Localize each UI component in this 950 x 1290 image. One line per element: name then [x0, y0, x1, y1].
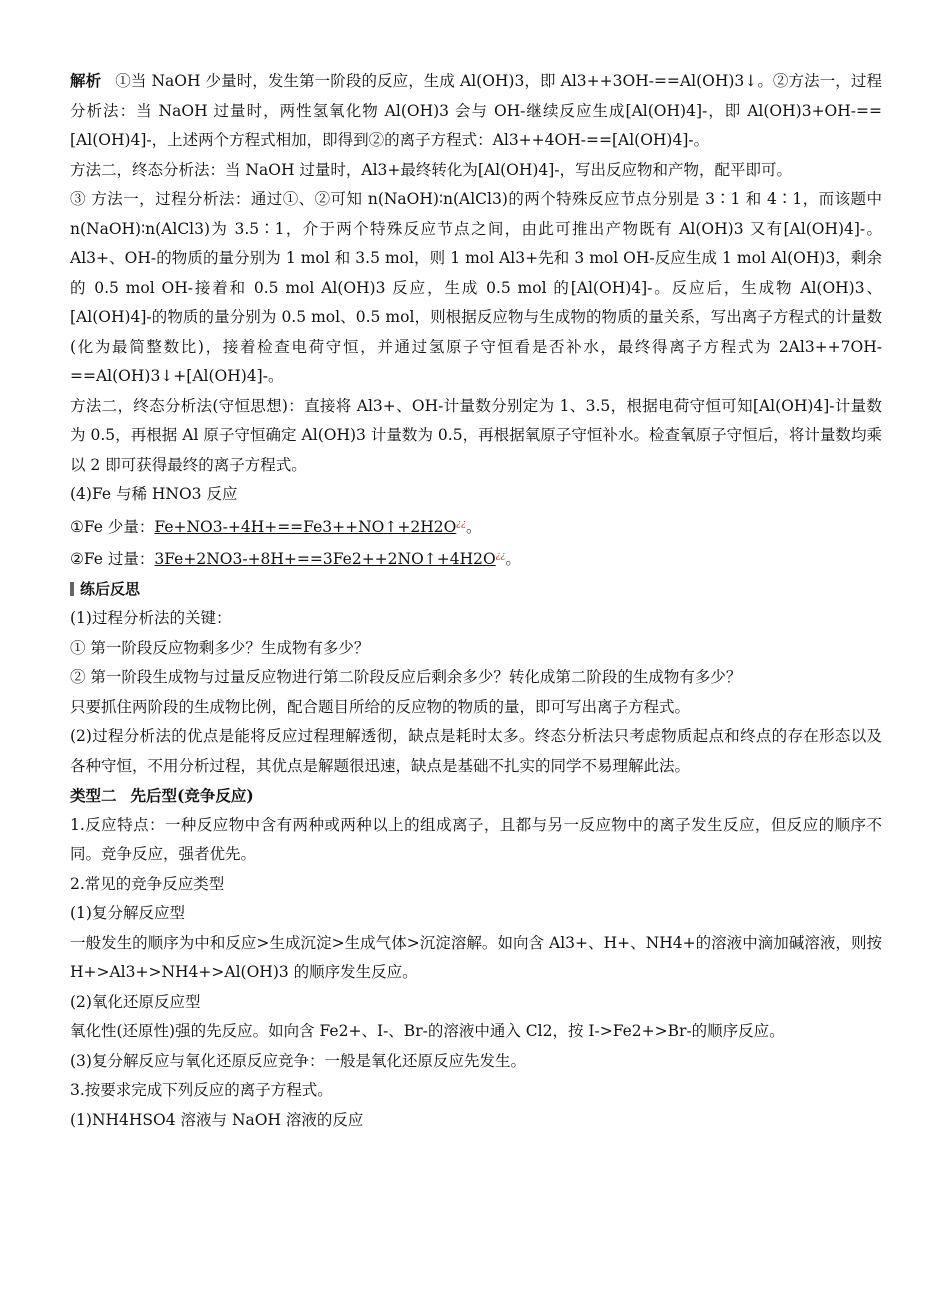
analysis-para-1	[70, 66, 882, 156]
reflect-line-1: (1)过程分析法的关键：	[70, 609, 232, 628]
fe-excess-equation: 3Fe+2NO3-+8H+==3Fe2++2NO↑+4H2O	[154, 550, 496, 569]
type2-para-9: (1)NH4HSO4 溶液与 NaOH 溶液的反应	[70, 1110, 364, 1129]
reflect-title: 练后反思	[80, 579, 141, 598]
type2-para-1: 1.反应特点：一种反应物中含有两种或两种以上的组成离子，且都与另一反应物中的离子发生反应，但反应的顺序不同。竞争反应，强者优先。	[70, 815, 882, 864]
reflect-line-5: (2)过程分析法的优点是能将反应过程理解透彻，缺点是耗时太多。终态分析法只考虑物质起点和终点的存在形态以及各种守恒，不用分析过程，其优点是解题很迅速，缺点是基础不扎实的同学不易理解此法。	[70, 727, 882, 775]
ion-mark: ¿¿	[495, 551, 506, 562]
fe-little-line	[70, 510, 882, 543]
type2-label: 类型二	[70, 786, 117, 806]
section-bar-icon	[70, 582, 74, 596]
type2-title: 先后型(竞争反应)	[130, 786, 254, 806]
reflect-line-3: ② 第一阶段生成物与过量反应物进行第二阶段反应后剩余多少？转化成第二阶段的生成物有多少？	[70, 668, 742, 687]
fe-little-label: ①Fe 少量：	[70, 517, 155, 536]
fe-excess-label: ②Fe 过量：	[70, 550, 155, 569]
type2-para-4: 一般发生的顺序为中和反应>生成沉淀>生成气体>沉淀溶解。如向含 Al3+、H+、NH4+的溶液中滴加碱溶液，则按 H+>Al3+>NH4+>Al(OH)3 的顺序发生反应。	[70, 933, 882, 982]
reflect-heading	[70, 575, 882, 605]
analysis-para-3: ③ 方法一，过程分析法：通过①、②可知 n(NaOH)∶n(AlCl3)的两个特殊反应节点分别是 3∶1 和 4∶1，而该题中 n(NaOH)∶n(AlCl3)为 3.5∶1，介于两个特殊反应节点之间，由此可推出产物既有 Al(OH)3 又有[Al(OH)4]-。Al3+、OH-的物质的量分别为 1 mol 和 3.5 mol，则 1 mol Al3+先和 3 mol OH-反应生成 1 mol Al(OH)3，剩余的 0.5 mol OH-接着和 0.5 mol Al(OH)3 反应，生成 0.5 mol 的[Al(OH)4]-。反应后，生成物 Al(OH)3、[Al(OH)4]-的物质的量分别为 0.5 mol、0.5 mol，则根据反应物与生成物的物质的量关系，写出离子方程式的计量数(化为最简整数比)，接着检查电荷守恒，并通过氢原子守恒看是否补水，最终得离子方程式为 2Al3++7OH-==Al(OH)3↓+[Al(OH)4]-。	[70, 190, 882, 385]
reflect-line-2: ① 第一阶段反应物剩多少？生成物有多少？	[70, 638, 370, 657]
analysis-para-4: 方法二，终态分析法(守恒思想)：直接将 Al3+、OH-计量数分别定为 1、3.5，根据电荷守恒可知[Al(OH)4]-计量数为 0.5，再根据 Al 原子守恒确定 Al(OH)3 计量数为 0.5，再根据氧原子守恒补水。检查氧原子守恒后，将计量数均乘以 2 即可获得最终的离子方程式。	[70, 396, 882, 474]
type2-para-3: (1)复分解反应型	[70, 904, 185, 923]
analysis-label: 解析	[70, 71, 102, 90]
period: 。	[465, 517, 482, 536]
type2-para-2: 2.常见的竞争反应类型	[70, 874, 225, 893]
document-page	[70, 66, 882, 1135]
type2-para-6: 氧化性(还原性)强的先反应。如向含 Fe2+、I-、Br-的溶液中通入 Cl2，按 I->Fe2+>Br-的顺序反应。	[70, 1022, 785, 1041]
period: 。	[505, 550, 521, 569]
type2-para-8: 3.按要求完成下列反应的离子方程式。	[70, 1081, 333, 1100]
reflect-line-4: 只要抓住两阶段的生成物比例，配合题目所给的反应物的物质的量，即可写出离子方程式。	[70, 697, 691, 716]
fe-excess-line	[70, 542, 882, 575]
analysis-text-1: ①当 NaOH 少量时，发生第一阶段的反应，生成 Al(OH)3，即 Al3++3OH-==Al(OH)3↓。②方法一，过程分析法：当 NaOH 过量时，两性氢氧化物 Al(OH)3 会与 OH-继续反应生成[Al(OH)4]-，即 Al(OH)3+OH-==[Al(OH)4]-，上述两个方程式相加，即得到②的离子方程式：Al3++4OH-==[Al(OH)4]-。	[70, 72, 882, 149]
type2-para-7: (3)复分解反应与氧化还原反应竞争：一般是氧化还原反应先发生。	[70, 1051, 526, 1070]
analysis-para-2: 方法二，终态分析法：当 NaOH 过量时，Al3+最终转化为[Al(OH)4]-，写出反应物和产物，配平即可。	[70, 160, 793, 179]
fe-hno3-heading: (4)Fe 与稀 HNO3 反应	[70, 485, 238, 503]
type2-para-5: (2)氧化还原反应型	[70, 992, 201, 1011]
type2-heading	[70, 781, 882, 811]
ion-mark: ¿¿	[456, 518, 466, 529]
fe-little-equation: Fe+NO3-+4H+==Fe3++NO↑+2H2O	[154, 517, 457, 536]
